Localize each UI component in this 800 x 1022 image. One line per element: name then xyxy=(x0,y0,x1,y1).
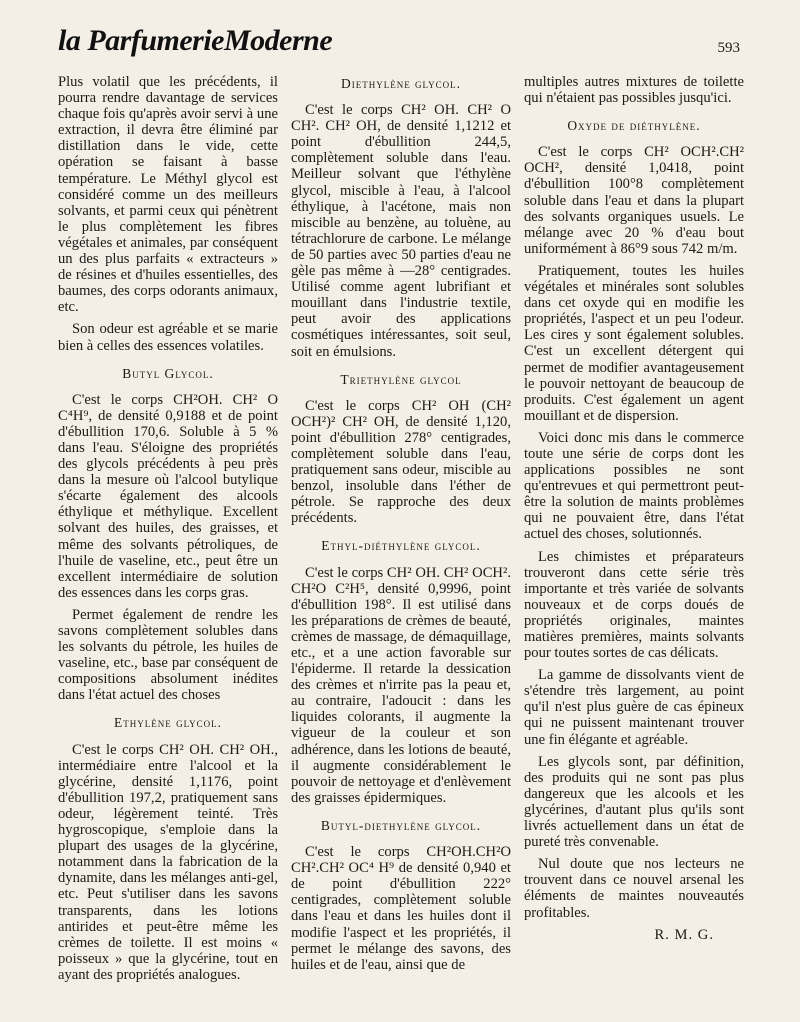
column-1 xyxy=(58,74,278,989)
paragraph: Nul doute que nos lecteurs ne trouvent dans ce nouvel arsenal les éléments de maintes nouveautés profitables. xyxy=(524,856,744,921)
paragraph: Son odeur est agréable et se marie bien à celles des essences volatiles. xyxy=(58,321,278,354)
section-heading-ethylene-glycol: Ethylène glycol. xyxy=(113,715,223,731)
paragraph: Pratiquement, toutes les huiles végétales et minérales sont solubles dans cet oxyde qui en modifie les propriétés, l'aspect et un peu l'odeur. Les cires y sont également solubles. C'est un excellent détergent qui permet de modifier avantageusement le pouvoir nettoyant de beaucoup de produits. C'est également un agent mouillant et de dispersion. xyxy=(524,262,744,424)
section-heading-triethylene-glycol: Triethylène glycol xyxy=(340,371,462,387)
paragraph: Les glycols sont, par définition, des produits qui ne sont pas plus dangereux que les alcools et les glycérines, d'autant plus qu'ils sont livrés actuellement dans un état de pureté très convenable. xyxy=(524,753,744,851)
author-signature: R. M. G. xyxy=(654,926,714,943)
section-heading-butyl-diethylene-glycol: Butyl-diethylène glycol. xyxy=(320,817,482,833)
paragraph: C'est le corps CH²OH.CH²O CH².CH² OC⁴ H⁹ de densité 0,940 et de point d'ébullition 222° centigrades, complètement soluble dans l'eau et dans les huiles dont il modifie l'aspect et les propriétés, il permet le mélange des savons, des huiles et de l'eau, ainsi que de xyxy=(291,844,511,973)
paragraph: Permet également de rendre les savons complètement solubles dans les solvants du pétrole, les huiles de vaseline, etc., base par conséquent de compositions absolument inédites dans l'état actuel des choses xyxy=(58,606,278,704)
paragraph: C'est le corps CH² OH. CH² OH., intermédiaire entre l'alcool et la glycérine, densité 1,1176, point d'ébullition 197,2, pratiquement sans odeur, légèrement teinté. Très hygroscopique, s'emploie dans la plupart des usages de la glycérine, notamment dans la fabrication de la dynamite, dans les mélanges anti-gel, etc. Peut s'utiliser dans les savons transparents, dans les lotions antirides et peut-être même les crèmes de toilette. Il est moins « poisseux » que la glycérine, tout en ayant des propriétés analogues. xyxy=(58,741,278,983)
section-heading-diethylene-glycol: Diethylène glycol. xyxy=(340,76,462,91)
paragraph: C'est le corps CH² OCH².CH² OCH², densité 1,0418, point d'ébullition 100°8 complètement soluble dans l'eau et dans la plupart des solvants organiques usuels. Le mélange avec 20 % d'eau bout uniformément à 86°9 sous 742 m/m. xyxy=(524,144,744,257)
paragraph: C'est le corps CH² OH. CH² O CH². CH² OH, de densité 1,1212 et point d'ébullition 244,5, complètement soluble dans l'eau. Meilleur solvant que l'éthylène glycol, miscible à l'eau, à l'alcool éthylique, à l'acétone, mais non miscible au benzène, au toluène, au tétrachlorure de carbone. Le mélange de 50 parties avec 50 parties d'eau ne gèle pas même à —28° centigrades. Utilisé comme agent lubrifiant et mouillant dans l'industrie textile, peut avoir des applications cosmétiques intéressantes, soit seul, soit en émulsions. xyxy=(291,102,511,360)
paragraph: multiples autres mixtures de toilette qui n'étaient pas possibles jusqu'ici. xyxy=(524,74,744,107)
page-number: 593 xyxy=(717,40,740,56)
journal-title: la ParfumerieModerne xyxy=(58,24,333,57)
paragraph: C'est le corps CH² OH. CH² OCH². CH²O C²H⁵, densité 0,9996, point d'ébullition 198°. Il est utilisé dans les préparations de crèmes de beauté, crèmes de massage, de démaquillage, etc., et a une action favorable sur l'épiderme. Il retarde la dessication des crèmes et n'irrite pas la peau et, au contraire, l'adoucit : dans les liquides colorants, il augmente la vigueur de la couleur et son adhérence, dans les lotions de beauté, il augmente considérablement le pouvoir de nettoyage et d'enlèvement des graisses épidermiques. xyxy=(291,564,511,806)
column-2 xyxy=(291,74,511,979)
paragraph: Plus volatil que les précédents, il pourra rendre davantage de services chaque fois qu'après avoir servi à une extraction, il devra être éliminé par distillation dans le vide, cette opération se faisant à basse température. Le Méthyl glycol est considéré comme un des meilleurs solvants, et parmi ceux qui pénètrent le plus complètement les fibres végétales et animales, par conséquent un des plus parfaits « extracteurs » de résines et d'huiles essentielles, des baumes, des corps odorants animaux, etc. xyxy=(58,74,278,316)
section-heading-butyl-glycol: Butyl Glycol. xyxy=(122,365,214,381)
paragraph: Les chimistes et préparateurs trouveront dans cette série très importante et très variée de solvants nouveaux et de corps doués de propriétés originales, maintes matières premières, maints solvants pour toutes sortes de cas délicats. xyxy=(524,548,744,662)
paragraph: Voici donc mis dans le commerce toute une série de corps dont les applications possibles ne sont qu'entrevues et qui permettront peut-être la solution de maints problèmes qui ne pouvaient être, dans l'état actuel des choses, solutionnés. xyxy=(524,429,744,543)
section-heading-ethyl-diethylene-glycol: Ethyl-diéthylène glycol. xyxy=(321,538,481,554)
section-heading-oxyde-diethylene: Oxyde de diéthylène. xyxy=(567,118,701,134)
column-3 xyxy=(524,74,744,943)
paragraph: C'est le corps CH² OH (CH² OCH²)² CH² OH, de densité 1,120, point d'ébullition 278° centigrades, complètement soluble dans l'eau, pratiquement sans odeur, miscible au benzol, insoluble dans l'éther de pétrole. Se rapproche des deux précédents. xyxy=(291,397,511,527)
paragraph: C'est le corps CH²OH. CH² O C⁴H⁹, de densité 0,9188 et de point d'ébullition 170,6. Soluble à 5 % dans l'eau. S'éloigne des propriétés des glycols précédents à peu près dans la mesure où l'alcool butylique s'écarte également des alcools éthylique et méthylique. Excellent solvant des huiles, des graisses, et même des solvants pétroliques, de l'huile de vaseline, etc., peut être un excellent intermédiaire de solution des essences dans les corps gras. xyxy=(58,391,278,601)
paragraph: La gamme de dissolvants vient de s'étendre très largement, au point qu'il n'est plus guère de cas épineux qui ne puissent maintenant trouver une fin élégante et agréable. xyxy=(524,667,744,748)
